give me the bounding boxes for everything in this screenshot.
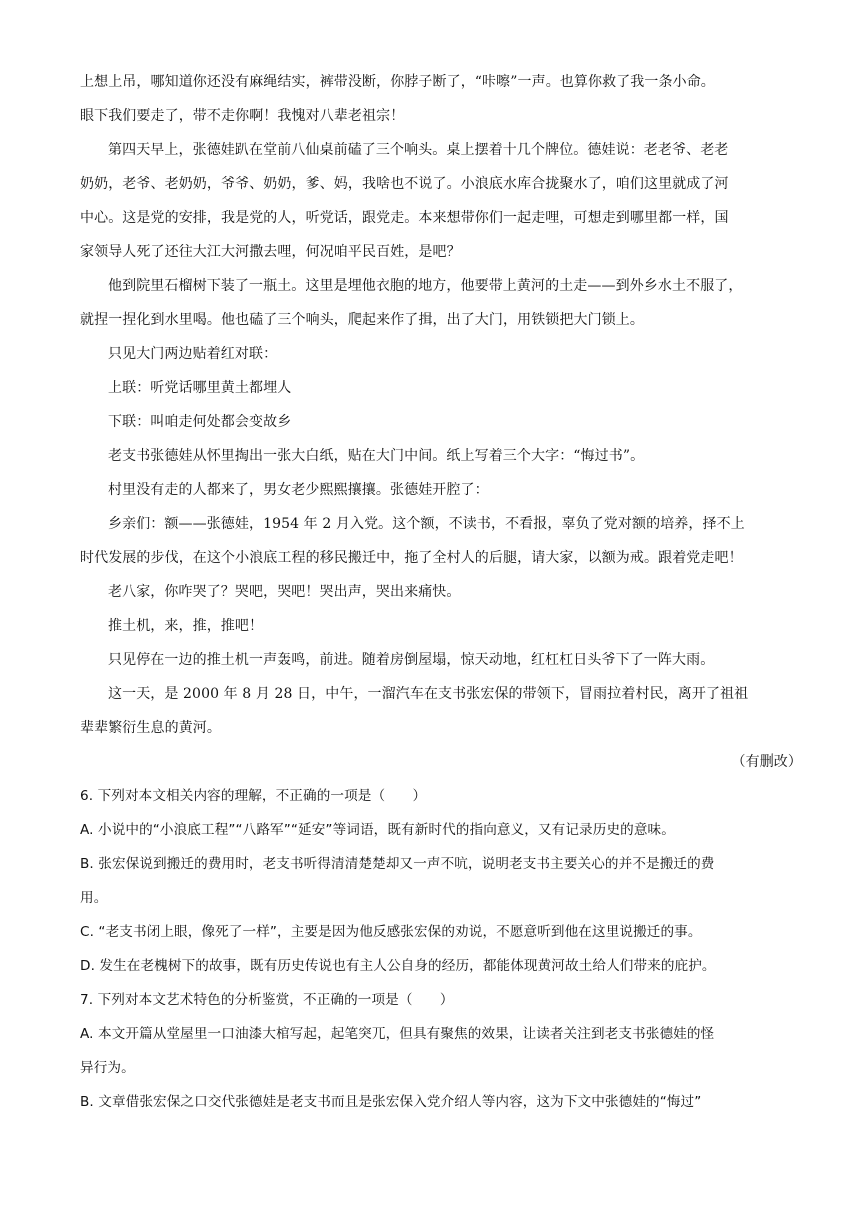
source-note: （有删改） xyxy=(731,754,802,770)
story-line: 第四天早上，张德娃趴在堂前八仙桌前磕了三个响头。桌上摆着十几个牌位。德娃说：老老爷、老老 xyxy=(108,142,729,158)
story-line: 时代发展的步伐，在这个小浪底工程的移民搬迁中，拖了全村人的后腿，请大家，以额为戒。跟着党走吧！ xyxy=(80,550,743,566)
question-6-option-c: C. “老支书闭上眼，像死了一样”，主要是因为他反感张宏保的劝说，不愿意听到他在这里说搬迁的事。 xyxy=(80,924,702,940)
question-7-option-b: B. 文章借张宏保之口交代张德娃是老支书而且是张宏保入党介绍人等内容，这为下文中张德娃的“悔过” xyxy=(80,1094,702,1110)
question-6-stem: 6. 下列对本文相关内容的理解，不正确的一项是（ ） xyxy=(80,788,427,804)
question-6-option-b-cont: 用。 xyxy=(80,890,108,906)
story-line: 只见大门两边贴着红对联： xyxy=(108,346,278,362)
story-line: 奶奶，老爷、老奶奶，爷爷、奶奶，爹、妈，我啥也不说了。小浪底水库合拢聚水了，咱们这里就成了河 xyxy=(80,176,729,192)
couplet-lower: 下联：叫咱走何处都会变故乡 xyxy=(108,414,292,430)
story-line: 他到院里石榴树下装了一瓶土。这里是埋他衣胞的地方，他要带上黄河的土走——到外乡水土不服了， xyxy=(108,278,743,294)
story-line: 就捏一捏化到水里喝。他也磕了三个响头，爬起来作了揖，出了大门，用铁锁把大门锁上。 xyxy=(80,312,644,328)
couplet-upper: 上联：听党话哪里黄土都埋人 xyxy=(108,380,292,396)
question-6-option-a: A. 小说中的“小浪底工程”“八路军”“延安”等词语，既有新时代的指向意义，又有记录历史的意味。 xyxy=(80,822,675,838)
story-line: 眼下我们要走了，带不走你啊！我愧对八辈老祖宗！ xyxy=(80,108,405,124)
question-7-option-a: A. 本文开篇从堂屋里一口油漆大棺写起，起笔突兀，但具有聚焦的效果，让读者关注到老支书张德娃的怪 xyxy=(80,1026,715,1042)
question-7-option-a-cont: 异行为。 xyxy=(80,1060,135,1076)
question-6-option-b: B. 张宏保说到搬迁的费用时，老支书听得清清楚楚却又一声不吭，说明老支书主要关心的并不是搬迁的费 xyxy=(80,856,715,872)
story-line: 中心。这是党的安排，我是党的人，听党话，跟党走。本来想带你们一起走哩，可想走到哪里都一样，国 xyxy=(80,210,729,226)
story-line: 老八家，你咋哭了？哭吧，哭吧！哭出声，哭出来痛快。 xyxy=(108,584,461,600)
story-line: 老支书张德娃从怀里掏出一张大白纸，贴在大门中间。纸上写着三个大字：“悔过书”。 xyxy=(108,448,645,464)
story-line: 推土机，来，推，推吧！ xyxy=(108,618,264,634)
question-7-stem: 7. 下列对本文艺术特色的分析鉴赏，不正确的一项是（ ） xyxy=(80,992,454,1008)
story-line: 辈辈繁衍生息的黄河。 xyxy=(80,720,221,736)
story-line: 上想上吊，哪知道你还没有麻绳结实，裤带没断，你脖子断了，“咔嚓”一声。也算你救了我一条小命。 xyxy=(80,74,715,90)
story-line: 这一天，是 2000 年 8 月 28 日，中午，一溜汽车在支书张宏保的带领下，冒雨拉着村民，离开了祖祖 xyxy=(108,686,749,702)
story-line: 家领导人死了还往大江大河撒去哩，何况咱平民百姓，是吧？ xyxy=(80,244,461,260)
question-6-option-d: D. 发生在老槐树下的故事，既有历史传说也有主人公自身的经历，都能体现黄河故土给人们带来的庇护。 xyxy=(80,958,716,974)
story-line: 乡亲们：额——张德娃，1954 年 2 月入党。这个额，不读书，不看报，辜负了党对额的培养，择不上 xyxy=(108,516,745,532)
story-line: 村里没有走的人都来了，男女老少熙熙攘攘。张德娃开腔了： xyxy=(108,482,489,498)
story-line: 只见停在一边的推土机一声轰鸣，前进。随着房倒屋塌，惊天动地，红杠杠日头爷下了一阵大雨。 xyxy=(108,652,715,668)
